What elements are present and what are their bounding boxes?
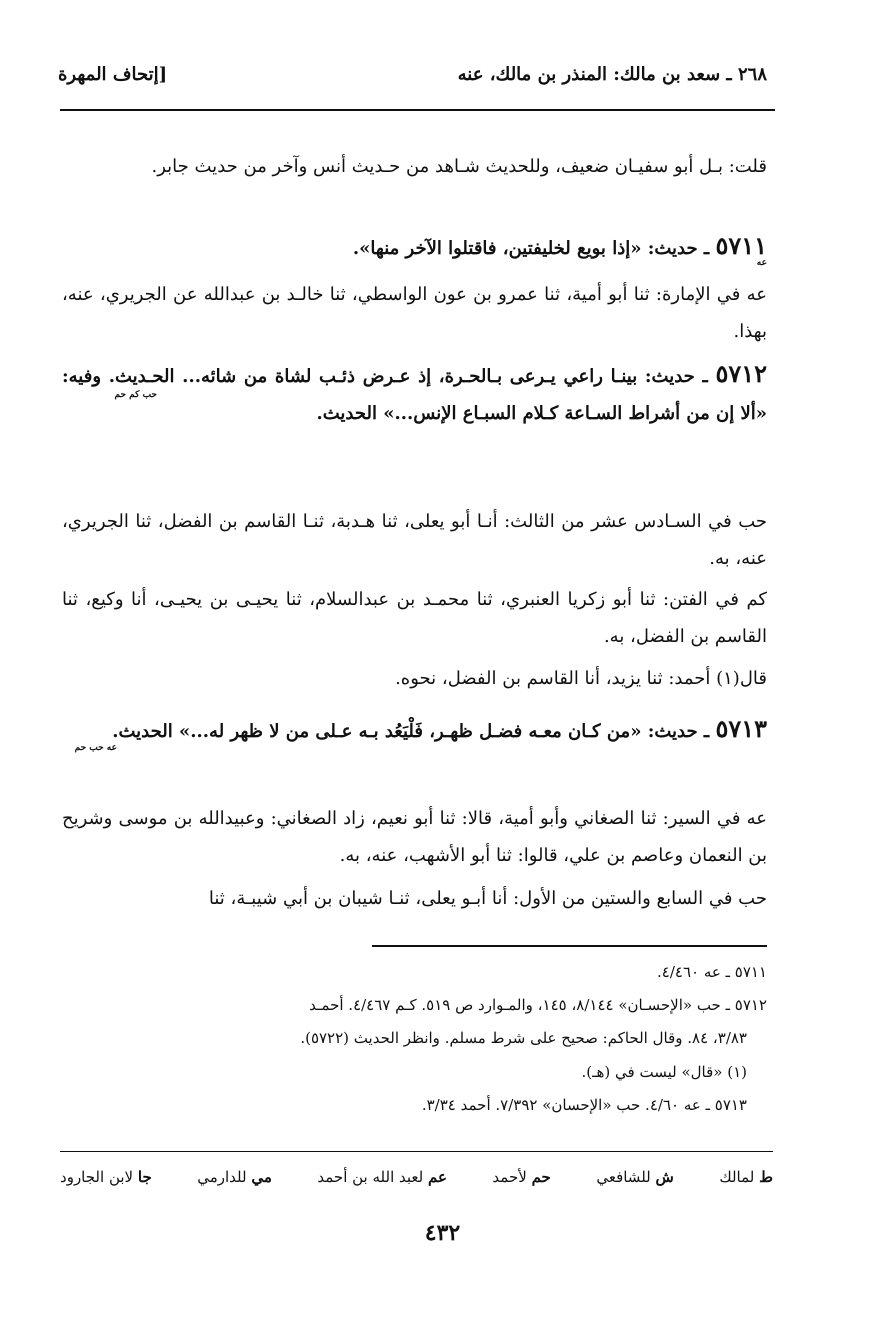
- hadith-sigla: عه حب حم: [74, 743, 117, 753]
- sigla-key-item: عم لعبد الله بن أحمد: [317, 1168, 447, 1186]
- header-divider: [60, 109, 775, 111]
- hadith-5713: [62, 710, 767, 750]
- sigla-key-item: جا لابن الجارود: [60, 1168, 152, 1186]
- hadith-text: ـ حديث: «من كـان معـه فضـل ظهـر، فَلْيَعُد بـه عـلى من لا ظهر له...» الحديث.: [112, 721, 716, 742]
- book-title: [إتحاف المهرة: [58, 64, 168, 85]
- hadith-number: ٥٧١١: [715, 231, 767, 260]
- footnote: ٣/٨٣، ٨٤. وقال الحاكم: صحيح على شرط مسلم. وانظر الحديث (٥٧٢٢).: [300, 1029, 747, 1047]
- isnad-paragraph: عه في الإمارة: ثنا أبو أمية، ثنا عمرو بن عون الواسطي، ثنا خالـد بن عبدالله عن الجريري، عنه، بهذا.: [62, 284, 767, 342]
- hadith-number: ٥٧١٣: [715, 714, 767, 743]
- hadith-text: ـ حديث: «إذا بويع لخليفتين، فاقتلوا الآخر منها».: [352, 238, 716, 259]
- hadith-number: ٥٧١٢: [715, 359, 767, 388]
- isnad-paragraph: حب في السابع والستين من الأول: أنا أبـو يعلى، ثنـا شيبان بن أبي شيبـة، ثنا: [208, 888, 767, 909]
- sigla-key-item: حم لأحمد: [492, 1168, 551, 1186]
- hadith-sigla: عه: [756, 258, 767, 268]
- isnad-paragraph: حب في السـادس عشر من الثالث: أنـا أبو يعلى، ثنا هـدبة، ثنـا القاسم بن الفضل، ثنا الجريري، عنه، به.: [62, 511, 767, 569]
- sigla-key-item: مي للدارمي: [197, 1168, 272, 1186]
- footnote-divider: [372, 945, 767, 947]
- hadith-5711: [62, 227, 767, 267]
- hadith-sigla: حب كم حم: [114, 390, 157, 400]
- isnad-paragraph: عه في السير: ثنا الصغاني وأبو أمية، قالا: ثنا أبو نعيم، زاد الصغاني: وعبيدالله بن موسى وشريح بن النعمان وعاصم بن علي، قالوا: ثنا أبو الأشهب، عنه، به.: [62, 808, 767, 866]
- footnote: (١) «قال» ليست في (هـ).: [581, 1063, 747, 1081]
- isnad-paragraph: قال(١) أحمد: ثنا يزيد، أنا القاسم بن الفضل، نحوه.: [395, 668, 767, 689]
- sigla-key: [60, 1168, 773, 1192]
- sigla-key-item: ش للشافعي: [596, 1168, 674, 1186]
- footnote: ٥٧١١ ـ عه ٤/٤٦٠.: [657, 963, 767, 981]
- sigla-key-item: ط لمالك: [719, 1168, 773, 1186]
- sigla-key-divider: [60, 1151, 773, 1152]
- hadith-5712: [62, 355, 767, 432]
- isnad-paragraph: كم في الفتن: ثنا أبو زكريا العنبري، ثنا محمـد بن عبدالسلام، ثنا يحيـى بن يحيـى، أنا وكيع، ثنا القاسم بن الفضل، به.: [62, 589, 767, 647]
- footnote: ٥٧١٣ ـ عه ٤/٦٠. حب «الإحسان» ٧/٣٩٢. أحمد ٣/٣٤.: [421, 1096, 747, 1114]
- paragraph-comment: قلت: بـل أبو سفيـان ضعيف، وللحديث شـاهد من حـديث أنس وآخر من حديث جابر.: [151, 156, 767, 177]
- running-title: ٢٦٨ ـ سعد بن مالك: المنذر بن مالك، عنه: [457, 64, 767, 85]
- page-number: ٤٣٢: [424, 1220, 461, 1246]
- footnote: ٥٧١٢ ـ حب «الإحسـان» ٨/١٤٤، ١٤٥، والمـوارد ص ٥١٩. كـم ٤/٤٦٧. أحمـد: [309, 996, 767, 1014]
- hadith-text: ـ حديث: بينـا راعي يـرعى بـالحـرة، إذ عـرض ذئـب لشاة من شائه... الحـديث. وفيه: «ألا إن من أشراط السـاعة كـلام السبـاع الإنس...» الحديث.: [62, 366, 767, 424]
